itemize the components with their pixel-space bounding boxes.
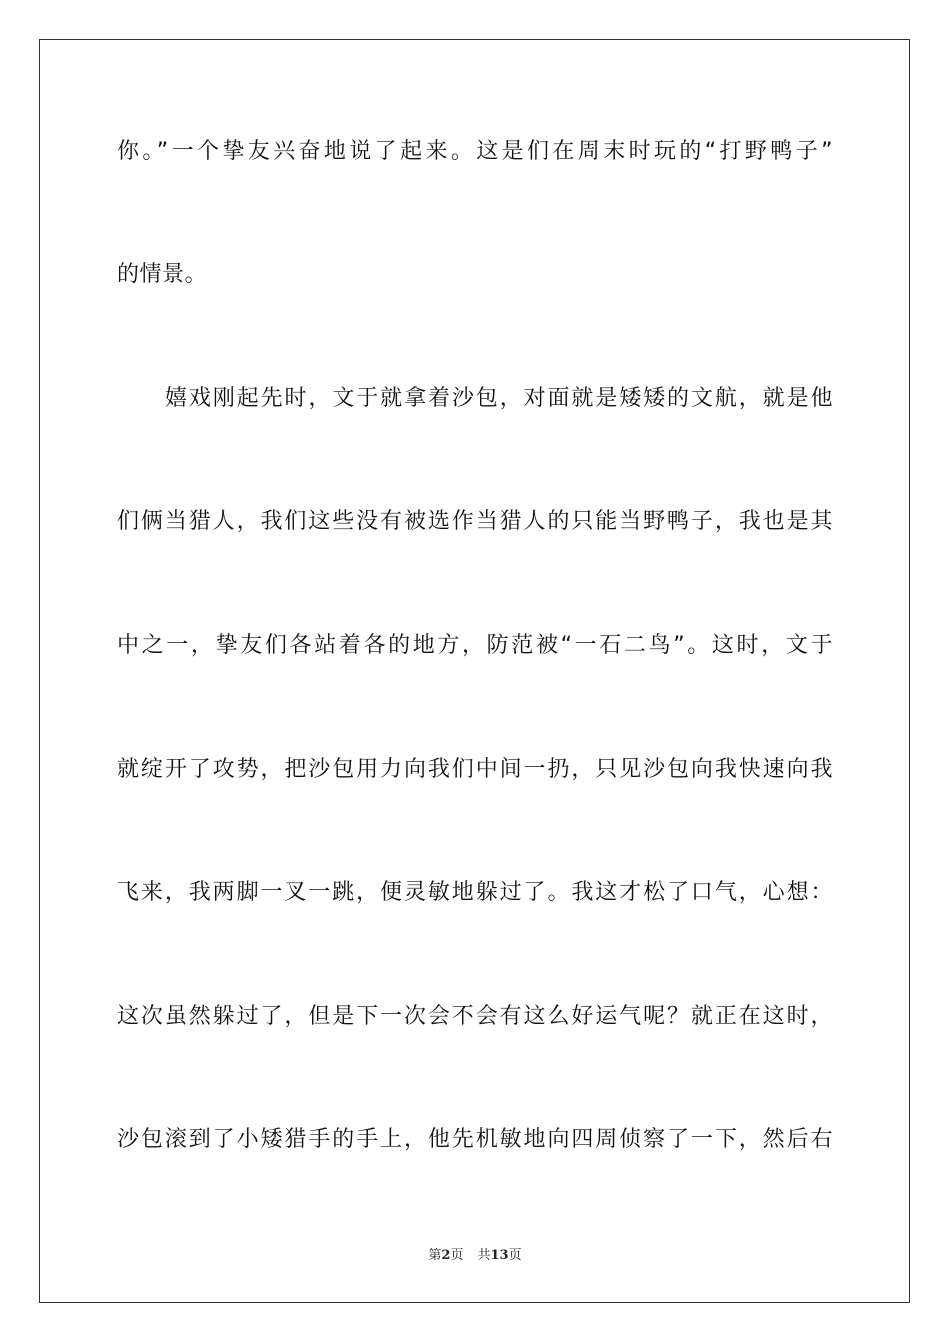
footer-page-prefix: 第	[428, 1248, 442, 1263]
footer-page-suffix: 页	[450, 1248, 464, 1263]
text-line: 中之一，挚友们各站着各的地方，防范被“一石二鸟”。这时，文于	[117, 633, 833, 658]
footer-total-pages: 13	[490, 1248, 509, 1263]
text-line: 的情景。	[117, 262, 208, 287]
footer-total-prefix: 共	[477, 1248, 491, 1263]
text-line: 飞来，我两脚一叉一跳，便灵敏地躲过了。我这才松了口气，心想：	[117, 880, 833, 905]
page-footer	[0, 1247, 950, 1265]
paragraph-first-line: 嬉戏刚起先时，文于就拿着沙包，对面就是矮矮的文航，就是他	[165, 386, 833, 411]
footer-page-number: 2	[441, 1248, 451, 1263]
footer-total-suffix: 页	[508, 1248, 522, 1263]
text-line: 沙包滚到了小矮猎手的手上，他先机敏地向四周侦察了一下，然后右	[117, 1127, 833, 1152]
page-border	[39, 39, 910, 1303]
text-line: 们俩当猎人，我们这些没有被选作当猎人的只能当野鸭子，我也是其	[117, 509, 833, 534]
text-line: 你。”一个挚友兴奋地说了起来。这是们在周末时玩的“打野鸭子”	[117, 139, 833, 164]
text-line: 就绽开了攻势，把沙包用力向我们中间一扔，只见沙包向我快速向我	[117, 757, 833, 782]
text-line: 这次虽然躲过了，但是下一次会不会有这么好运气呢？就正在这时，	[117, 1004, 833, 1029]
